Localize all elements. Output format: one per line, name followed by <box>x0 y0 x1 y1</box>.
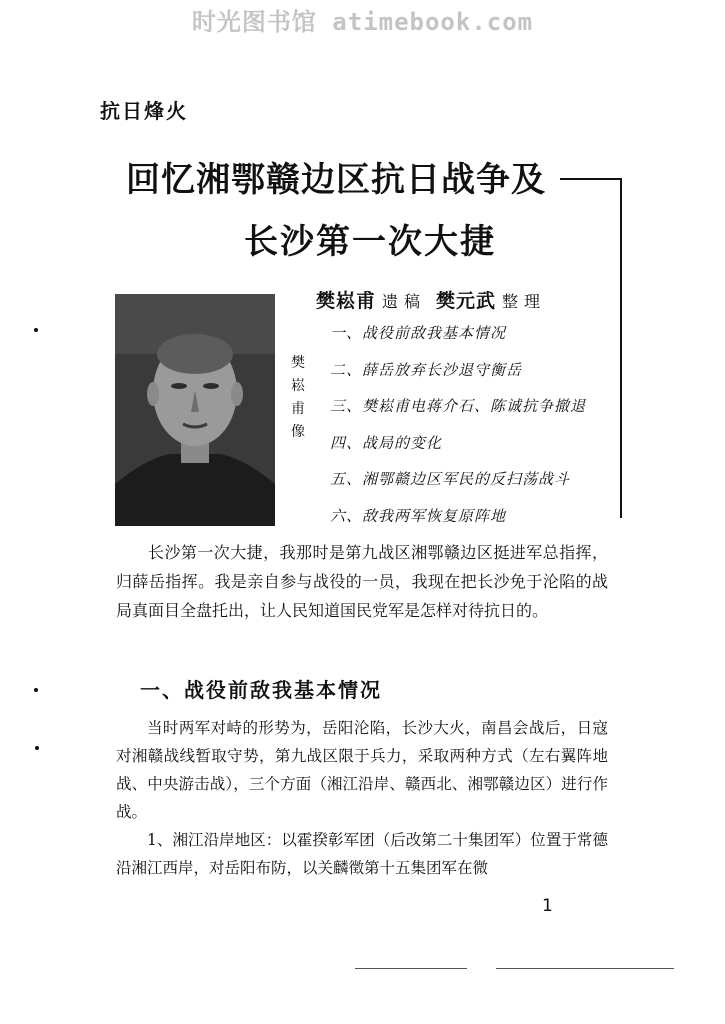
toc-item: 四、战局的变化 <box>330 433 443 452</box>
watermark: 时光图书馆 atimebook.com <box>191 8 534 36</box>
title-rule <box>560 178 622 180</box>
body-paragraph: 1、湘江沿岸地区：以霍揆彰军团（后改第二十集团军）位置于常德沿湘江西岸，对岳阳布防，以关麟徵第十五集团军在微 <box>116 831 608 877</box>
byline <box>316 286 556 313</box>
scan-speck <box>34 328 38 332</box>
article-title-line-2: 长沙第一次大捷 <box>244 222 496 262</box>
title-vertical-rule <box>620 178 622 518</box>
section-tag: 抗日烽火 <box>100 99 188 123</box>
section-body <box>116 714 608 882</box>
editor-name: 樊元武 <box>436 290 497 312</box>
intro-paragraph: 长沙第一次大捷，我那时是第九战区湘鄂赣边区挺进军总指挥，归薛岳指挥。我是亲自参与战役的一员，我现在把长沙免于沦陷的战局真面目全盘托出，让人民知道国民党军是怎样对待抗日的。 <box>116 543 608 620</box>
bottom-rule-right <box>496 968 674 969</box>
editor-role: 整理 <box>502 292 547 311</box>
table-of-contents <box>330 322 586 541</box>
toc-item: 二、薛岳放弃长沙退守衡岳 <box>330 360 523 379</box>
bottom-rule-left <box>355 968 467 969</box>
article-title-line-1: 回忆湘鄂赣边区抗日战争及 <box>126 160 546 200</box>
toc-item: 六、敌我两军恢复原阵地 <box>330 506 507 525</box>
body-paragraph: 当时两军对峙的形势为，岳阳沦陷，长沙大火，南昌会战后，日寇对湘赣战线暂取守势，第九战区限于兵力，采取两种方式（左右翼阵地战、中央游击战），三个方面（湘江沿岸、赣西北、湘鄂赣边区）进行作战。 <box>116 719 608 821</box>
toc-item: 三、樊崧甫电蒋介石、陈诚抗争撤退 <box>330 397 587 415</box>
portrait-photo <box>115 294 275 526</box>
toc-item: 五、湘鄂赣边区军民的反扫荡战斗 <box>330 470 571 488</box>
portrait-photo-image <box>115 294 275 526</box>
author-name: 樊崧甫 <box>316 290 377 312</box>
toc-item: 一、战役前敌我基本情况 <box>330 324 507 342</box>
author-role: 遗稿 <box>382 292 427 311</box>
photo-caption: 樊崧甫像 <box>291 355 305 440</box>
section-heading: 一、战役前敌我基本情况 <box>140 678 382 702</box>
scan-speck <box>35 746 39 750</box>
scan-speck <box>34 688 38 692</box>
page-number: 1 <box>542 896 553 916</box>
